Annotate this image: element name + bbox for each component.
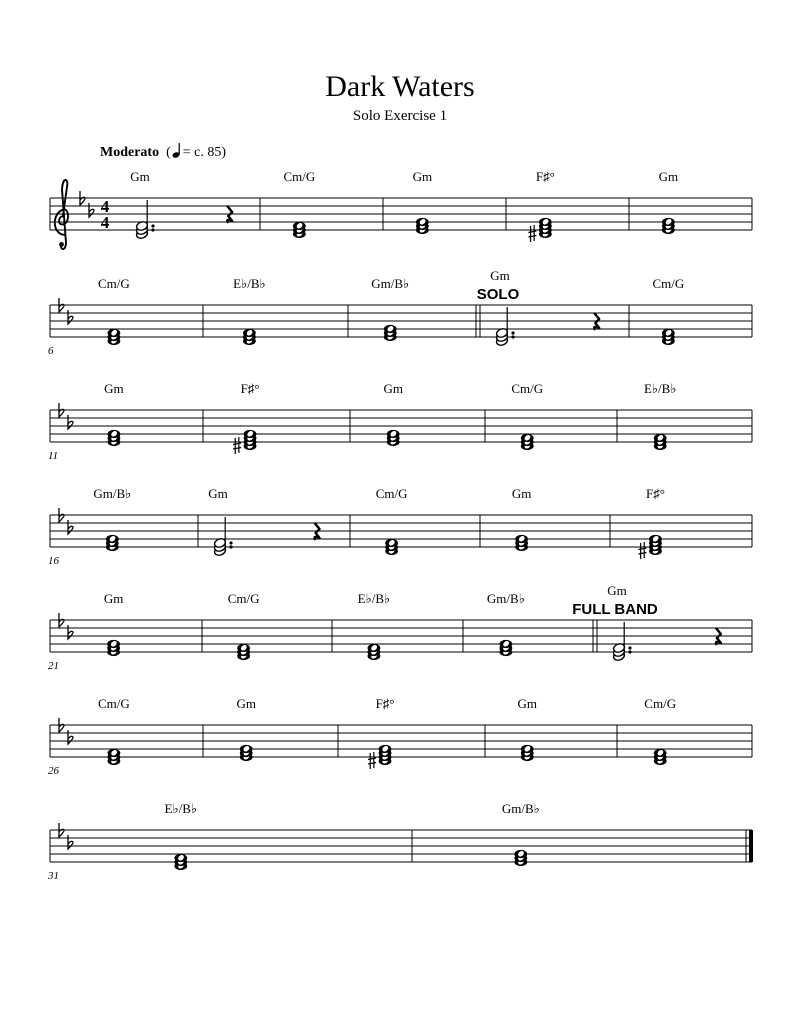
measure: [358, 591, 463, 660]
measure: [236, 696, 338, 761]
measure: [512, 486, 610, 551]
augmentation-dot: [628, 646, 631, 649]
measure: [413, 169, 506, 234]
measure: [208, 486, 350, 557]
augmentation-dot: [511, 335, 514, 338]
measure-number: 26: [48, 765, 59, 777]
page-subtitle: Solo Exercise 1: [352, 108, 448, 124]
chord-symbol: Cm/G: [652, 276, 685, 291]
measure: [383, 381, 485, 446]
measure: [371, 276, 480, 341]
chord-symbol: F♯°: [645, 486, 665, 501]
measure: [93, 486, 198, 551]
chord-symbol: Gm: [103, 591, 124, 606]
measure: [638, 486, 752, 559]
final-barline-thick: [749, 830, 753, 862]
measure: [98, 696, 203, 765]
sharp-accidental: [528, 225, 536, 242]
sharp-accidental: [368, 752, 376, 769]
measure: [644, 381, 752, 450]
chord-symbol: Cm/G: [375, 486, 408, 501]
chord-symbol: F♯°: [535, 169, 555, 184]
quarter-rest: [315, 523, 320, 540]
measure: [104, 591, 202, 656]
measure: [233, 381, 350, 454]
treble-clef-icon: [55, 180, 68, 249]
chord-symbol: E♭/B♭: [643, 381, 677, 396]
time-signature-bottom: 4: [100, 213, 110, 232]
chord-symbol: Gm: [208, 486, 228, 501]
measure: [517, 696, 617, 761]
tempo-open-paren: (: [162, 145, 171, 160]
clef-dot: [59, 242, 64, 247]
augmentation-dot: [229, 541, 232, 544]
chord-symbol: Cm/G: [283, 169, 316, 184]
measure-number: 11: [48, 450, 59, 462]
rehearsal-mark: SOLO: [476, 286, 520, 303]
rehearsal-mark: FULL BAND: [572, 601, 658, 618]
chord-symbol: E♭/B♭: [164, 801, 198, 816]
chord-symbol: Gm/B♭: [93, 486, 132, 501]
quarter-rest: [716, 628, 721, 645]
staff-system-3: [48, 381, 752, 462]
measure: [283, 169, 383, 238]
chord-symbol: Gm: [607, 583, 627, 598]
time-signature-top: 4: [100, 197, 110, 216]
sharp-accidental: [638, 542, 646, 559]
flat-accidental: [68, 730, 73, 744]
augmentation-dot: [151, 224, 154, 227]
measure: [130, 169, 260, 240]
staff-system-5: [48, 583, 752, 672]
staff-system-2: [48, 268, 752, 357]
chord-symbol: Gm/B♭: [371, 276, 410, 291]
staff-system-6: [48, 696, 752, 777]
measure: [644, 696, 752, 765]
chord-symbol: Gm/B♭: [486, 591, 525, 606]
measure-number: 21: [48, 660, 59, 672]
augmentation-dot: [151, 228, 154, 231]
measure: [652, 276, 752, 345]
staff-system-1: [50, 169, 752, 249]
flat-accidental: [68, 520, 73, 534]
augmentation-dot: [229, 545, 232, 548]
measure: [511, 381, 617, 450]
chord-symbol: Gm: [130, 169, 150, 184]
flat-accidental: [89, 203, 94, 217]
measure: [368, 696, 485, 769]
measure-number: 16: [48, 555, 59, 567]
tempo-value: = c. 85: [182, 145, 222, 160]
chord-symbol: Gm: [490, 268, 510, 283]
chord-symbol: Gm: [412, 169, 433, 184]
page-title: Dark Waters: [325, 70, 475, 103]
sharp-accidental: [233, 437, 241, 454]
tempo-close-paren: ): [221, 145, 227, 160]
chord-symbol: E♭/B♭: [233, 276, 266, 291]
measure-number: 31: [48, 870, 59, 882]
chord-symbol: F♯°: [375, 696, 395, 711]
chord-symbol: Cm/G: [227, 591, 260, 606]
chord-symbol: Gm: [658, 169, 679, 184]
measure: [528, 169, 629, 242]
chord-symbol: E♭/B♭: [357, 591, 391, 606]
tempo-label: Moderato: [100, 145, 160, 160]
measure: [104, 381, 203, 446]
measure: [98, 276, 203, 345]
chord-symbol: Gm: [236, 696, 256, 711]
measure: [376, 486, 480, 555]
measure: [165, 801, 412, 870]
chord-symbol: F♯°: [240, 381, 260, 396]
staff-system-7: [47, 801, 753, 882]
augmentation-dot: [511, 331, 514, 334]
chord-symbol: Gm: [511, 486, 532, 501]
measure: [233, 276, 348, 345]
chord-symbol: Gm/B♭: [501, 801, 540, 816]
flat-accidental: [68, 625, 73, 639]
measure: [659, 169, 752, 234]
augmentation-dot: [628, 650, 631, 653]
measure: [502, 801, 753, 866]
measure: [572, 583, 752, 662]
flat-accidental: [68, 415, 73, 429]
chord-symbol: Gm: [383, 381, 403, 396]
chord-symbol: Gm: [104, 381, 124, 396]
measure-number: 6: [48, 345, 54, 357]
measure: [228, 591, 332, 660]
chord-symbol: Cm/G: [644, 696, 677, 711]
chord-symbol: Cm/G: [98, 276, 130, 291]
flat-accidental: [68, 835, 73, 849]
chord-symbol: Gm: [517, 696, 537, 711]
chord-symbol: Cm/G: [98, 696, 130, 711]
flat-accidental: [68, 310, 73, 324]
quarter-rest: [594, 313, 599, 330]
chord-symbol: Cm/G: [511, 381, 544, 396]
measure: [476, 268, 629, 347]
quarter-rest: [227, 206, 232, 223]
staff-system-4: [48, 486, 752, 567]
